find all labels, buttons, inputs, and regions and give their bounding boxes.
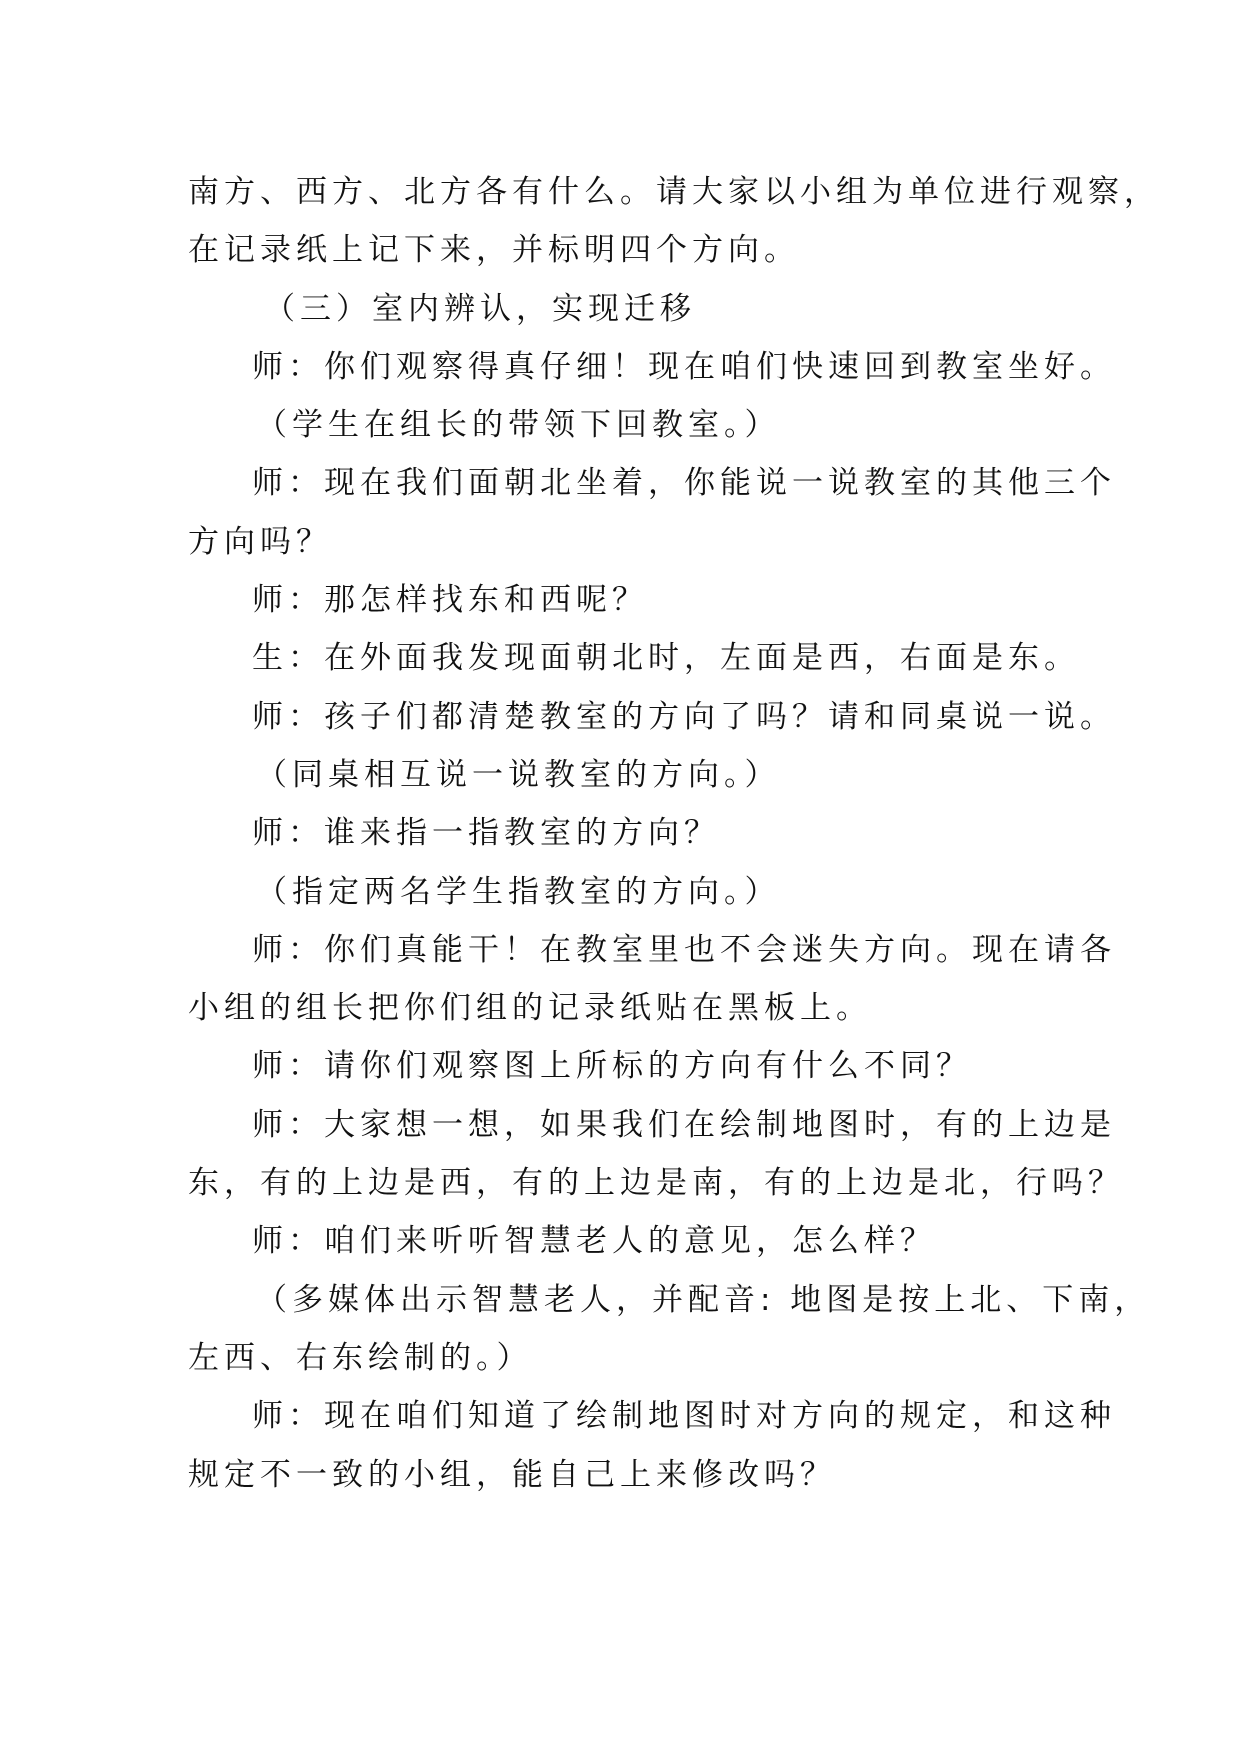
dialogue-line: 师：谁来指一指教室的方向？ bbox=[252, 815, 720, 852]
paragraph-line: 规定不一致的小组，能自己上来修改吗？ bbox=[188, 1456, 836, 1493]
paragraph-line: 南方、西方、北方各有什么。请大家以小组为单位进行观察， bbox=[188, 174, 1160, 210]
dialogue-line: 师：你们真能干！在教室里也不会迷失方向。现在请各 bbox=[252, 931, 1116, 968]
document-body bbox=[188, 163, 1160, 1504]
dialogue-line: 师：你们观察得真仔细！现在咱们快速回到教室坐好。 bbox=[252, 348, 1116, 385]
dialogue-line: 师：大家想一想，如果我们在绘制地图时，有的上边是 bbox=[252, 1106, 1116, 1143]
section-heading: （三）室内辨认，实现迁移 bbox=[264, 290, 696, 327]
dialogue-line: 师：请你们观察图上所标的方向有什么不同？ bbox=[252, 1048, 972, 1085]
paragraph-line: 左西、右东绘制的。） bbox=[188, 1339, 533, 1376]
dialogue-line: 生：在外面我发现面朝北时，左面是西，右面是东。 bbox=[252, 640, 1080, 677]
paragraph-line: 小组的组长把你们组的记录纸贴在黑板上。 bbox=[188, 990, 872, 1027]
paragraph-line: 东，有的上边是西，有的上边是南，有的上边是北，行吗？ bbox=[188, 1165, 1124, 1202]
dialogue-line: 师：咱们来听听智慧老人的意见，怎么样？ bbox=[252, 1223, 936, 1260]
dialogue-line: 师：孩子们都清楚教室的方向了吗？请和同桌说一说。 bbox=[252, 698, 1116, 735]
stage-direction: （同桌相互说一说教室的方向。） bbox=[256, 756, 781, 793]
stage-direction: （多媒体出示智慧老人，并配音: 地图是按上北、下南， bbox=[256, 1281, 1151, 1318]
stage-direction: （指定两名学生指教室的方向。） bbox=[256, 873, 781, 910]
paragraph-line: 在记录纸上记下来，并标明四个方向。 bbox=[188, 232, 800, 269]
dialogue-line: 师：现在咱们知道了绘制地图时对方向的规定，和这种 bbox=[252, 1398, 1116, 1435]
paragraph-line: 方向吗？ bbox=[188, 523, 332, 560]
dialogue-line: 师：现在我们面朝北坐着，你能说一说教室的其他三个 bbox=[252, 465, 1116, 502]
stage-direction: （学生在组长的带领下回教室。） bbox=[256, 407, 781, 444]
dialogue-line: 师：那怎样找东和西呢？ bbox=[252, 582, 648, 619]
